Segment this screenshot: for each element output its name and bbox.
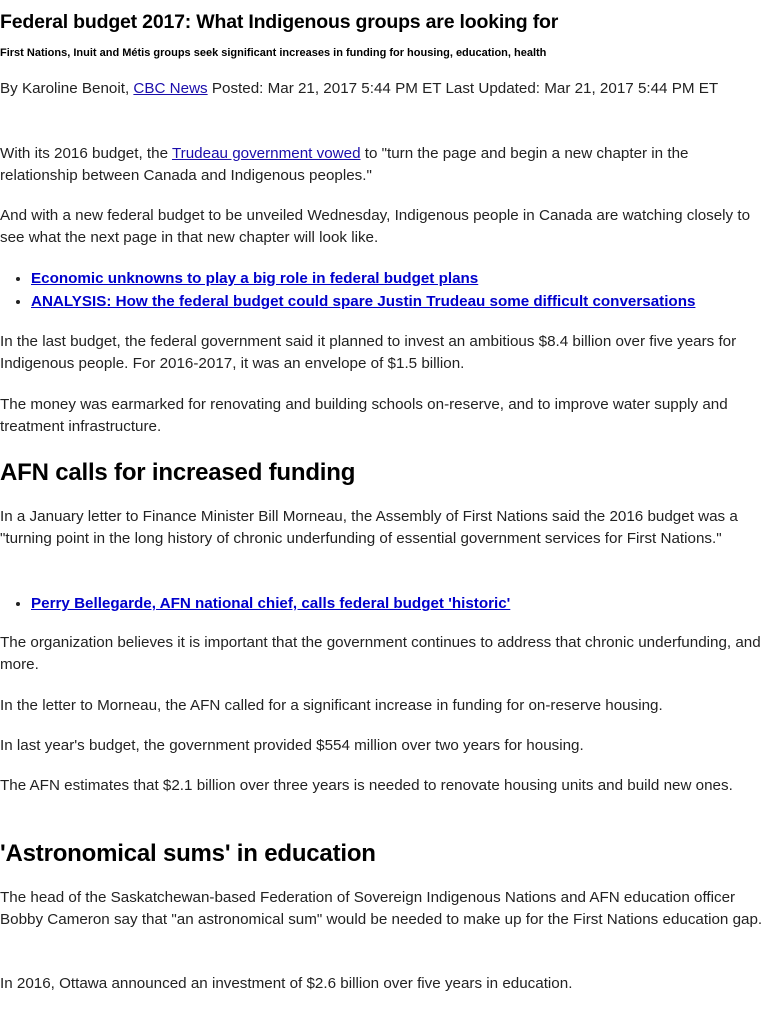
- paragraph-4: [0, 394, 766, 438]
- related-links-1: [0, 267, 766, 313]
- paragraph-8-text: In last year's budget, the government provided $554 million over two years for housing.: [0, 737, 584, 754]
- related-links-2: [0, 592, 766, 615]
- list-item: [31, 290, 766, 313]
- paragraph-9: [0, 775, 766, 797]
- list-item: [31, 267, 766, 290]
- paragraph-6: [0, 632, 766, 676]
- p1-before: With its 2016 budget, the: [0, 145, 172, 162]
- p1-after: to "turn the page and begin a new chapter in the relationship between Canada and Indigenous peoples.": [0, 145, 689, 184]
- paragraph-6-text: The organization believes it is important that the government continues to address that chronic underfunding, and more.: [0, 634, 761, 673]
- section-afn: [0, 458, 766, 488]
- paragraph-10: [0, 887, 766, 931]
- byline-dates: Posted: Mar 21, 2017 5:44 PM ET Last Updated: Mar 21, 2017 5:44 PM ET: [207, 80, 719, 97]
- paragraph-1: [0, 143, 766, 187]
- paragraph-2-text: And with a new federal budget to be unveiled Wednesday, Indigenous people in Canada are watching closely to see what the next page in that new chapter will look like.: [0, 207, 751, 246]
- related-link-bellegarde[interactable]: Perry Bellegarde, AFN national chief, calls federal budget 'historic': [31, 595, 511, 612]
- deck: First Nations, Inuit and Métis groups seek significant increases in funding for housing, education, health: [0, 47, 547, 59]
- paragraph-2: [0, 205, 766, 249]
- paragraph-4-text: The money was earmarked for renovating and building schools on-reserve, and to improve water supply and treatment infrastructure.: [0, 396, 728, 435]
- paragraph-11-text: In 2016, Ottawa announced an investment of $2.6 billion over five years in education.: [0, 975, 573, 992]
- section-education: [0, 839, 766, 869]
- paragraph-9-text: The AFN estimates that $2.1 billion over three years is needed to renovate housing units and build new ones.: [0, 777, 733, 794]
- cbc-news-link[interactable]: CBC News: [133, 80, 208, 97]
- paragraph-11: [0, 973, 766, 995]
- section-heading-afn: AFN calls for increased funding: [0, 459, 356, 486]
- paragraph-5-text: In a January letter to Finance Minister Bill Morneau, the Assembly of First Nations said the 2016 budget was a "turning point in the long history of chronic underfunding of essential government services for First Nations.": [0, 508, 738, 547]
- byline-author: By Karoline Benoit,: [0, 80, 134, 97]
- byline: [0, 78, 766, 100]
- section-heading-education: 'Astronomical sums' in education: [0, 840, 376, 867]
- paragraph-7-text: In the letter to Morneau, the AFN called for a significant increase in funding for on-reserve housing.: [0, 697, 663, 714]
- headline: Federal budget 2017: What Indigenous groups are looking for: [0, 11, 559, 33]
- related-link-analysis[interactable]: ANALYSIS: How the federal budget could spare Justin Trudeau some difficult conversations: [31, 293, 696, 310]
- list-item: [31, 592, 766, 615]
- paragraph-3-text: In the last budget, the federal government said it planned to invest an ambitious $8.4 billion over five years for Indigenous people. For 2016-2017, it was an envelope of $1.5 billion.: [0, 333, 737, 372]
- paragraph-7: [0, 695, 766, 717]
- paragraph-8: [0, 735, 766, 757]
- paragraph-3: [0, 331, 766, 375]
- trudeau-government-link[interactable]: Trudeau government vowed: [171, 145, 361, 162]
- related-link-economic-unknowns[interactable]: Economic unknowns to play a big role in federal budget plans: [31, 270, 479, 287]
- paragraph-10-text: The head of the Saskatchewan-based Federation of Sovereign Indigenous Nations and AFN education officer Bobby Cameron say that "an astronomical sum" would be needed to make up for the First Nations education gap.: [0, 889, 763, 928]
- paragraph-5: [0, 506, 766, 550]
